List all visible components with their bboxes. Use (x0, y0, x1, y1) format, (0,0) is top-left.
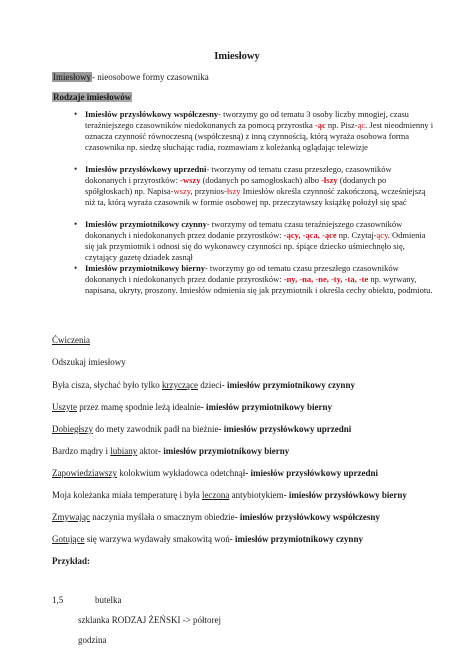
definition-text: - nieosobowe formy czasownika (92, 72, 209, 82)
suffix-highlight: wszy (173, 186, 191, 196)
exercise-answer: - imiesłów przymiotnikowy czynny (221, 380, 355, 390)
bullet-text: np. wyrwany, napisana, ukryty, proszony. Imiesłów odmienia się jak przymiotnik i określa cechy obiektu, podmiotu. (85, 274, 433, 295)
exercise-answer: - imiesłów przymiotnikowy bierny (200, 402, 332, 412)
bullet-text: - tworzymy od tematu czasu teraźniejszego czasowników dokonanych i niedokonanych przez dodanie przyrostków: (85, 219, 403, 240)
bullet-text: np. Pisz- (325, 120, 358, 130)
instruction: Odszukaj imiesłowy (52, 357, 126, 367)
suffix-highlight: -łszy (321, 175, 338, 185)
bullet-heading: Imiesłów przymiotnikowy czynny (85, 219, 207, 229)
suffix-highlight: -ny, -na, -ne, -ty, -ta, -te (283, 274, 369, 284)
participle-word: leczona (201, 490, 230, 500)
suffix-highlight: -ący, -ąca, -ące (283, 230, 337, 240)
exercise-line (52, 490, 407, 501)
participle-word: Dobiegłszy (52, 424, 93, 434)
exercise-answer: - imiesłów przysłówkowy bierny (283, 490, 407, 500)
exercise-text: Była cisza, słychać było tylko (52, 380, 162, 390)
participle-word: krzyczące (161, 380, 198, 390)
definition-line (52, 72, 209, 83)
definition-term: Imiesłowy (53, 72, 91, 82)
sample-line-2: szklanka RODZAJ ŻEŃSKI -> półtorej (78, 615, 222, 625)
exercise-answer: - imiesłów przymiotnikowy czynny (229, 534, 363, 544)
bullet-text: Imiesłów określa czynność zakończoną, wcześniejszą niż ta, którą wyraża czasownik w formie osobowej np. przeczytawszy książkę położył się spać (85, 186, 426, 207)
exercise-line (52, 380, 355, 391)
bullet-text: - tworzymy go od tematu czasu przeszłego czasowników dokonanych i niedokonanych przez dodanie przyrostków: (85, 263, 399, 284)
bullet-text: np. Czytaj- (336, 230, 377, 240)
suffix-highlight: -wszy (180, 175, 201, 185)
exercise-line (52, 446, 289, 457)
exercise-answer: - imiesłów przymiotnikowy bierny (157, 446, 290, 456)
exercise-line (52, 534, 363, 545)
bullet-heading: Imiesłów przysłówkowy uprzedni (85, 164, 207, 174)
suffix-highlight: ąc (357, 120, 366, 130)
bullet-text: , przynios- (190, 186, 227, 196)
list-item (74, 164, 434, 219)
exercise-text: aktor (137, 446, 158, 456)
exercise-answer: - imiesłów przysłówkowy współczesny (234, 512, 380, 522)
page-title: Imiesłowy (214, 51, 260, 62)
suffix-highlight: -ąc (314, 120, 326, 130)
participle-word: Gotujące (52, 534, 85, 544)
list-item (74, 219, 434, 263)
suffix-highlight: ący (376, 230, 388, 240)
exercise-text: się warzywa wydawały smakowitą woń (84, 534, 230, 544)
exercise-text: Bardzo mądry i (52, 446, 111, 456)
bullet-text: . Jest nieodmienny i oznacza czynność równoczesną (współczesną) z inną czynnością, którą wyraża osobowa forma czasownika np. siedzę słuchając radia, rozmawiam z koleżanką oglądając telewizje (85, 120, 434, 152)
exercise-line (52, 424, 351, 435)
types-list (74, 109, 434, 296)
exercise-line (52, 402, 332, 413)
exercise-answer: - imiesłów przysłówkowy uprzedni (218, 424, 352, 434)
bullet-heading: Imiesłów przysłówkowy współczesny (85, 109, 219, 119)
sample-line-3: godzina (78, 635, 107, 645)
exercise-text: przez mamę spodnie leżą idealnie (77, 402, 201, 412)
bullet-text: (dodanych po spółgłoskach) np. Napisa- (85, 175, 387, 196)
sample-word: butelka (95, 595, 122, 605)
participle-word: Zmywając (52, 512, 90, 522)
sample-number: 1,5 (52, 595, 64, 605)
exercises-heading-line (52, 335, 90, 346)
exercise-line (52, 512, 380, 523)
exercise-answer: - imiesłów przysłówkowy uprzedni (245, 468, 378, 478)
participle-word: lubiany (110, 446, 138, 456)
list-item (74, 263, 434, 296)
exercise-line (52, 468, 378, 479)
exercise-text: antybiotykiem (229, 490, 284, 500)
bullet-text: - tworzymy go od tematu 3 osoby liczby mnogiej, czasu teraźniejszego czasowników niedokonanych za pomocą przyrostka (85, 109, 409, 130)
types-heading: Rodzaje imiesłowów (53, 92, 132, 102)
participle-word: Zapowiedziawszy (52, 468, 117, 478)
exercise-text: kolokwium wykładowca odetchnął (116, 468, 246, 478)
exercises-heading: Ćwiczenia (52, 335, 90, 345)
bullet-heading: Imiesłów przymiotnikowy bierny (85, 263, 205, 273)
types-heading-line (52, 92, 132, 103)
exercise-text: naczynia myślała o smacznym obiedzie (89, 512, 235, 522)
exercise-text: Moja koleżanka miała temperaturę i była (52, 490, 202, 500)
bullet-text: - tworzymy od tematu czasu przeszłego, czasowników dokonanych i przyrostków: (85, 164, 392, 185)
participle-word: Uszyte (52, 402, 77, 412)
suffix-highlight: łszy (226, 186, 241, 196)
exercise-text: do mety zawodnik padł na bieżnie (93, 424, 219, 434)
example-heading: Przykład: (52, 556, 90, 566)
bullet-text: . Odmienia się jak przymiotnik i odnosi się do wykonawcy czynności np. śpiące dziecko uśmiechnęło się, czytający gazetę dziadek zasnął (85, 230, 426, 262)
bullet-text: (dodanych po samogłoskach) albo (200, 175, 322, 185)
list-item (74, 109, 434, 164)
exercise-text: dzieci (197, 380, 222, 390)
